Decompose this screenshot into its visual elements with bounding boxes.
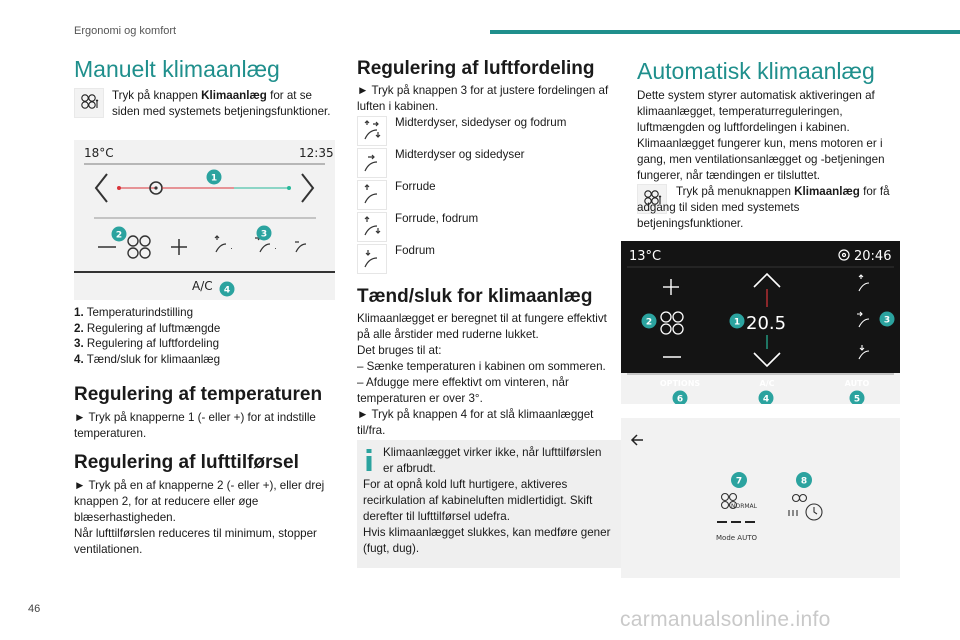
badge-2: 2: [115, 230, 123, 241]
auto-ac-text: Dette system styrer automatisk aktiveringen af klimaanlægget, temperaturreguleringen, luftmængden og luftfordelingen i kabinen. Klimaanlægget fungerer kun, mens motoren er i gang, men ventilationsanlægget og -betjeningen fungerer, når tændingen er tilsluttet.: [637, 89, 885, 182]
badge-r1: 1: [733, 317, 741, 328]
fan-button-icon: [74, 88, 104, 118]
dist-foot-icon: [357, 244, 387, 274]
watermark: carmanualsonline.info: [620, 608, 831, 631]
recirculation-icon: [789, 495, 822, 521]
auto-intro: Tryk på menuknappen Klimaanlæg for få adgang til siden med systemets betjeningsfunktioner.: [637, 185, 890, 230]
dist-windscreen-icon: [357, 180, 387, 210]
section-header: Ergonomi og komfort: [74, 25, 177, 37]
legend-item: 2. Regulering af luftmængde: [74, 321, 221, 335]
manual-intro: Tryk på knappen Klimaanlæg for at se siden med systemets betjeningsfunktioner.: [112, 89, 331, 118]
dist-option: Forrude: [357, 180, 619, 212]
badge-r6: 6: [676, 394, 684, 404]
temperature-heading: Regulering af temperaturen: [74, 384, 323, 405]
auto-mode-screen: [621, 418, 900, 578]
badge-4: 4: [223, 285, 231, 296]
dist-center-side-icon: [357, 148, 387, 178]
auto-button: AUTO: [844, 379, 870, 388]
header-accent-bar: [490, 30, 960, 34]
legend-item: 1. Temperaturindstilling: [74, 306, 194, 319]
auto-ac-screen: [621, 241, 900, 404]
auto-screen-temp: 13°C: [629, 249, 662, 264]
options-button: OPTIONS: [659, 379, 701, 388]
manual-ac-screen: [74, 140, 335, 300]
badge-r8: 8: [800, 476, 808, 487]
temp-increase-arrow: [302, 174, 313, 202]
distribution-heading: Regulering af luftfordeling: [357, 58, 595, 79]
airflow-heading: Regulering af lufttilførsel: [74, 452, 299, 473]
badge-1: 1: [210, 173, 218, 184]
auto-ac-title: Automatisk klimaanlæg: [637, 58, 875, 84]
svg-text:·: ·: [230, 243, 233, 253]
ac-label: A/C: [192, 279, 213, 293]
page-number: 46: [28, 603, 41, 615]
set-temperature: 20.5: [746, 313, 787, 334]
info-note: Klimaanlægget virker ikke, når lufttilførslen er afbrudt. For at opnå kold luft hurtigere, aktiveres recirkulation af kabineluften midlertidigt. Skift derefter til lufttilførsel udefra. Hvis klimaanlægget slukkes, kan medføre gener (fugt, dug).: [357, 440, 621, 568]
back-arrow-icon: [632, 435, 643, 445]
screen-temp: 18°C: [84, 146, 114, 160]
manual-ac-title: Manuelt klimaanlæg: [74, 56, 280, 82]
info-icon: [365, 449, 373, 471]
dist-option: Fodrum: [357, 244, 619, 276]
dist-option: Midterdyser og sidedyser: [357, 148, 619, 180]
legend-list: [74, 305, 334, 367]
badge-r3: 3: [883, 315, 891, 326]
distribution-options: [357, 116, 619, 276]
normal-label: NORMAL: [731, 503, 758, 510]
dist-option: Forrude, fodrum: [357, 212, 619, 244]
mode-auto-label: Mode AUTO: [716, 534, 757, 542]
temperature-text: ► Tryk på knapperne 1 (- eller +) for at indstille temperaturen.: [74, 411, 316, 440]
badge-r4: 4: [762, 394, 770, 404]
auto-screen-time: 20:46: [854, 249, 892, 264]
svg-text:·: ·: [274, 243, 277, 253]
temp-decrease-arrow: [96, 174, 107, 202]
distribution-text: ► Tryk på knappen 3 for at justere fordelingen af luften i kabinen.: [357, 84, 609, 113]
fan-icon: [128, 236, 150, 258]
dist-all-icon: [357, 116, 387, 146]
badge-3: 3: [260, 229, 268, 240]
dist-option: Midterdyser, sidedyser og fodrum: [357, 116, 619, 148]
onoff-heading: Tænd/sluk for klimaanlæg: [357, 286, 593, 307]
badge-r5: 5: [853, 394, 861, 404]
ac-button: A/C: [759, 379, 775, 388]
badge-r7: 7: [735, 476, 743, 487]
dist-windscreen-foot-icon: [357, 212, 387, 242]
legend-item: 4. Tænd/sluk for klimaanlæg: [74, 352, 221, 366]
legend-item: 3. Regulering af luftfordeling: [74, 337, 220, 350]
airflow-text: ► Tryk på en af knapperne 2 (- eller +), eller drej knappen 2, for at reducere eller øge blæserhastigheden. Når lufttilførslen reduceres til minimum, stopper ventilationen.: [74, 479, 325, 556]
badge-r2: 2: [645, 317, 653, 328]
onoff-text: Klimaanlægget er beregnet til at fungere effektivt på alle årstider med ruderne lukket. Det bruges til at: – Sænke temperaturen i kabinen om sommeren. – Afdugge mere effektivt om vinteren, når temperaturen er over 3°. ► Tryk på knappen 4 for at slå klimaanlægget til/fra.: [357, 312, 607, 437]
screen-time: 12:35: [299, 146, 334, 160]
